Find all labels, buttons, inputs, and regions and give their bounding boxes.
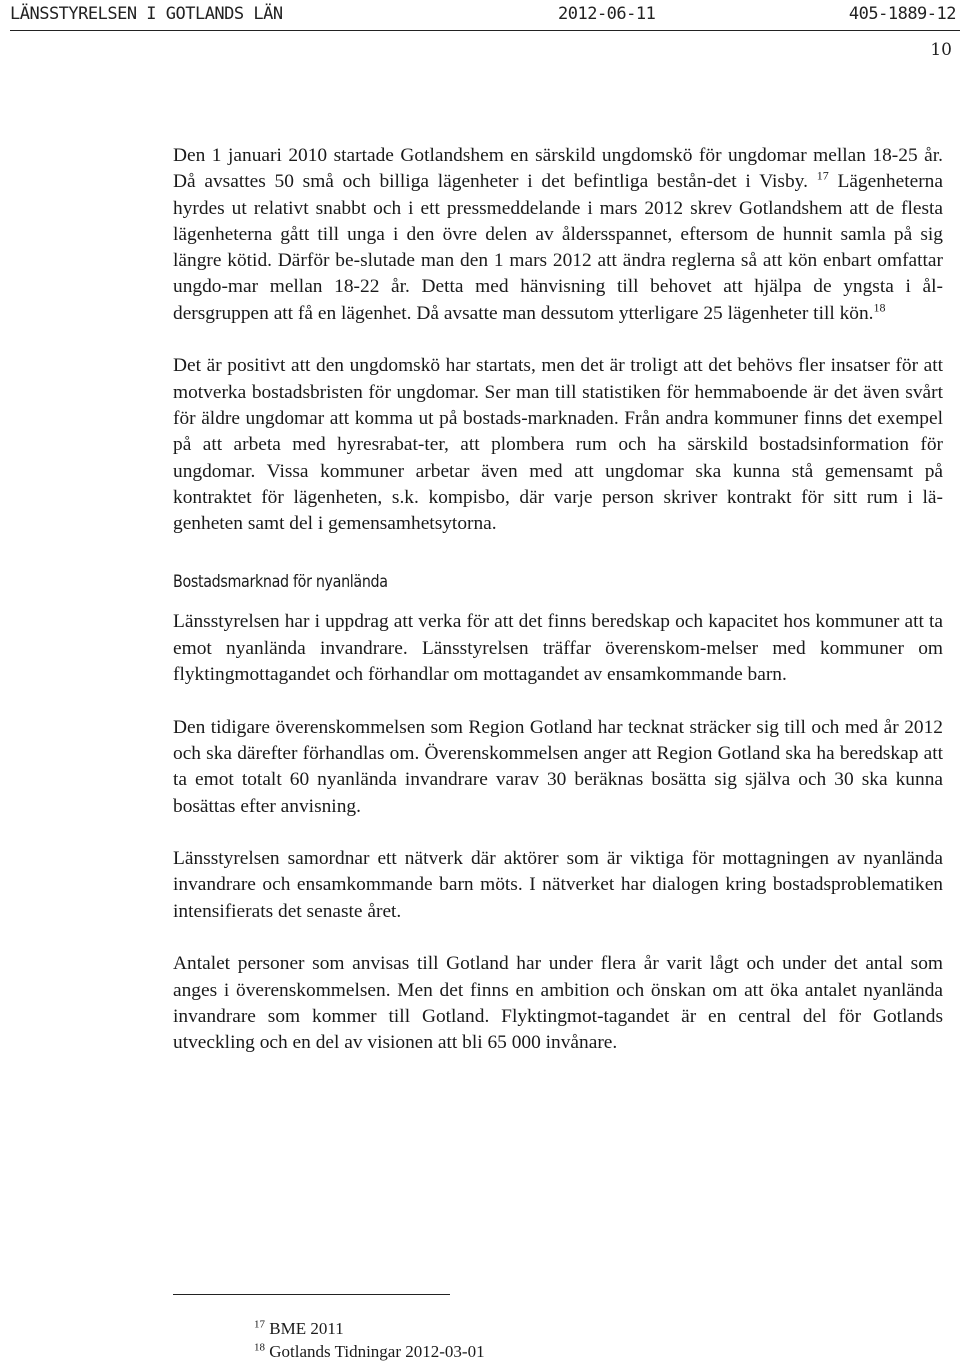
footnote-text: BME 2011 bbox=[265, 1319, 344, 1338]
document-body bbox=[173, 143, 943, 1083]
footnote-17 bbox=[254, 1317, 485, 1340]
footnote-text: Gotlands Tidningar 2012-03-01 bbox=[265, 1342, 485, 1361]
paragraph-measures: Det är positivt att den ungdomskö har startats, men det är troligt att det behövs fler insatser för att motverka bostadsbristen för ungdomar. Ser man till statistiken för hemmaboende är det även svårt för äldre ungdomar att komma ut på bostads-marknaden. Från andra kommuner finns det exempel på att arbeta med hyresrabat-ter, att plombera rum och ha särskild bostadsinformation för ungdomar. Vissa kommuner arbetar även med att ungdomar ska kunna stå gemensamt på kontraktet för lägenheten, s.k. kompisbo, där varje person skriver kontrakt för sitt rum i lä-genheten samt del i gemensamhetsytorna. bbox=[173, 355, 943, 535]
footnote-rule bbox=[173, 1294, 450, 1295]
header-reference: 405-1889-12 bbox=[848, 4, 956, 24]
header-date: 2012-06-11 bbox=[558, 4, 656, 24]
footnote-number: 17 bbox=[254, 1318, 265, 1331]
paragraph-mandate: Länsstyrelsen har i uppdrag att verka för att det finns beredskap och kapacitet hos kommuner att ta emot nyanlända invandrare. Länsstyrelsen träffar överenskom-melser med kommuner om flyktingmottagandet och förhandlar om mottagandet av ensamkommande barn. bbox=[173, 611, 943, 686]
footnote-18 bbox=[254, 1340, 485, 1363]
paragraph-network: Länsstyrelsen samordnar ett nätverk där aktörer som är viktiga för mottagningen av nyanlända invandrare och ensamkommande barn möts. I nätverket har dialogen kring bostadsproblematiken intensifierats det senaste året. bbox=[173, 848, 943, 922]
paragraph-ambition: Antalet personer som anvisas till Gotland har under flera år varit lågt och under det antal som anges i överenskommelsen. Men det finns en ambition och önskan om att öka antalet nyanlända invandrare som kommer till Gotland. Flyktingmot-tagandet är en central del för Gotlands utveckling och en del av visionen att bli 65 000 invånare. bbox=[173, 953, 943, 1054]
footnote-ref-17: 17 bbox=[816, 168, 829, 183]
footnote-number: 18 bbox=[254, 1341, 265, 1354]
paragraph-text: Lägenheterna hyrdes ut relativt snabbt och i ett pressmeddelande i mars 2012 skrev Gotlandshem att de flesta lägenheterna gått till unga i den övre delen av åldersspannet, eftersom de hunnit samla på sig längre kötid. Därför be-slutade man den 1 mars 2012 att ändra reglerna så att kön enbart omfattar ungdo-mar mellan 18-22 år. Detta med hänvisning till behovet att hjälpa de yngsta i ål-dersgruppen att få en lägenhet. Då avsatte man dessutom ytterligare 25 lägenheter till kön. bbox=[173, 171, 943, 324]
header-rule bbox=[10, 30, 960, 31]
footnotes bbox=[254, 1317, 485, 1363]
paragraph-text: Den 1 januari 2010 startade Gotlandshem en särskild ungdomskö för ungdomar mellan 18-25 år. Då avsattes 50 små och billiga lägenheter i det befintliga bestån-det i Visby. bbox=[173, 145, 943, 193]
section-heading: Bostadsmarknad för nyanlända bbox=[173, 572, 388, 593]
footnote-ref-18: 18 bbox=[873, 300, 886, 315]
page-header bbox=[10, 2, 958, 28]
header-organization: LÄNSSTYRELSEN I GOTLANDS LÄN bbox=[10, 4, 283, 24]
paragraph-youth-queue bbox=[173, 143, 943, 327]
page-number: 10 bbox=[930, 40, 952, 60]
paragraph-agreement: Den tidigare överenskommelsen som Region Gotland har tecknat sträcker sig till och med år 2012 och ska därefter förhandlas om. Överenskommelsen anger att Region Gotland ska ha beredskap att ta emot totalt 60 nyanlända invandrare varav 30 beräknas bosätta sig själva och 30 ska kunna bosättas efter anvisning. bbox=[173, 716, 943, 817]
